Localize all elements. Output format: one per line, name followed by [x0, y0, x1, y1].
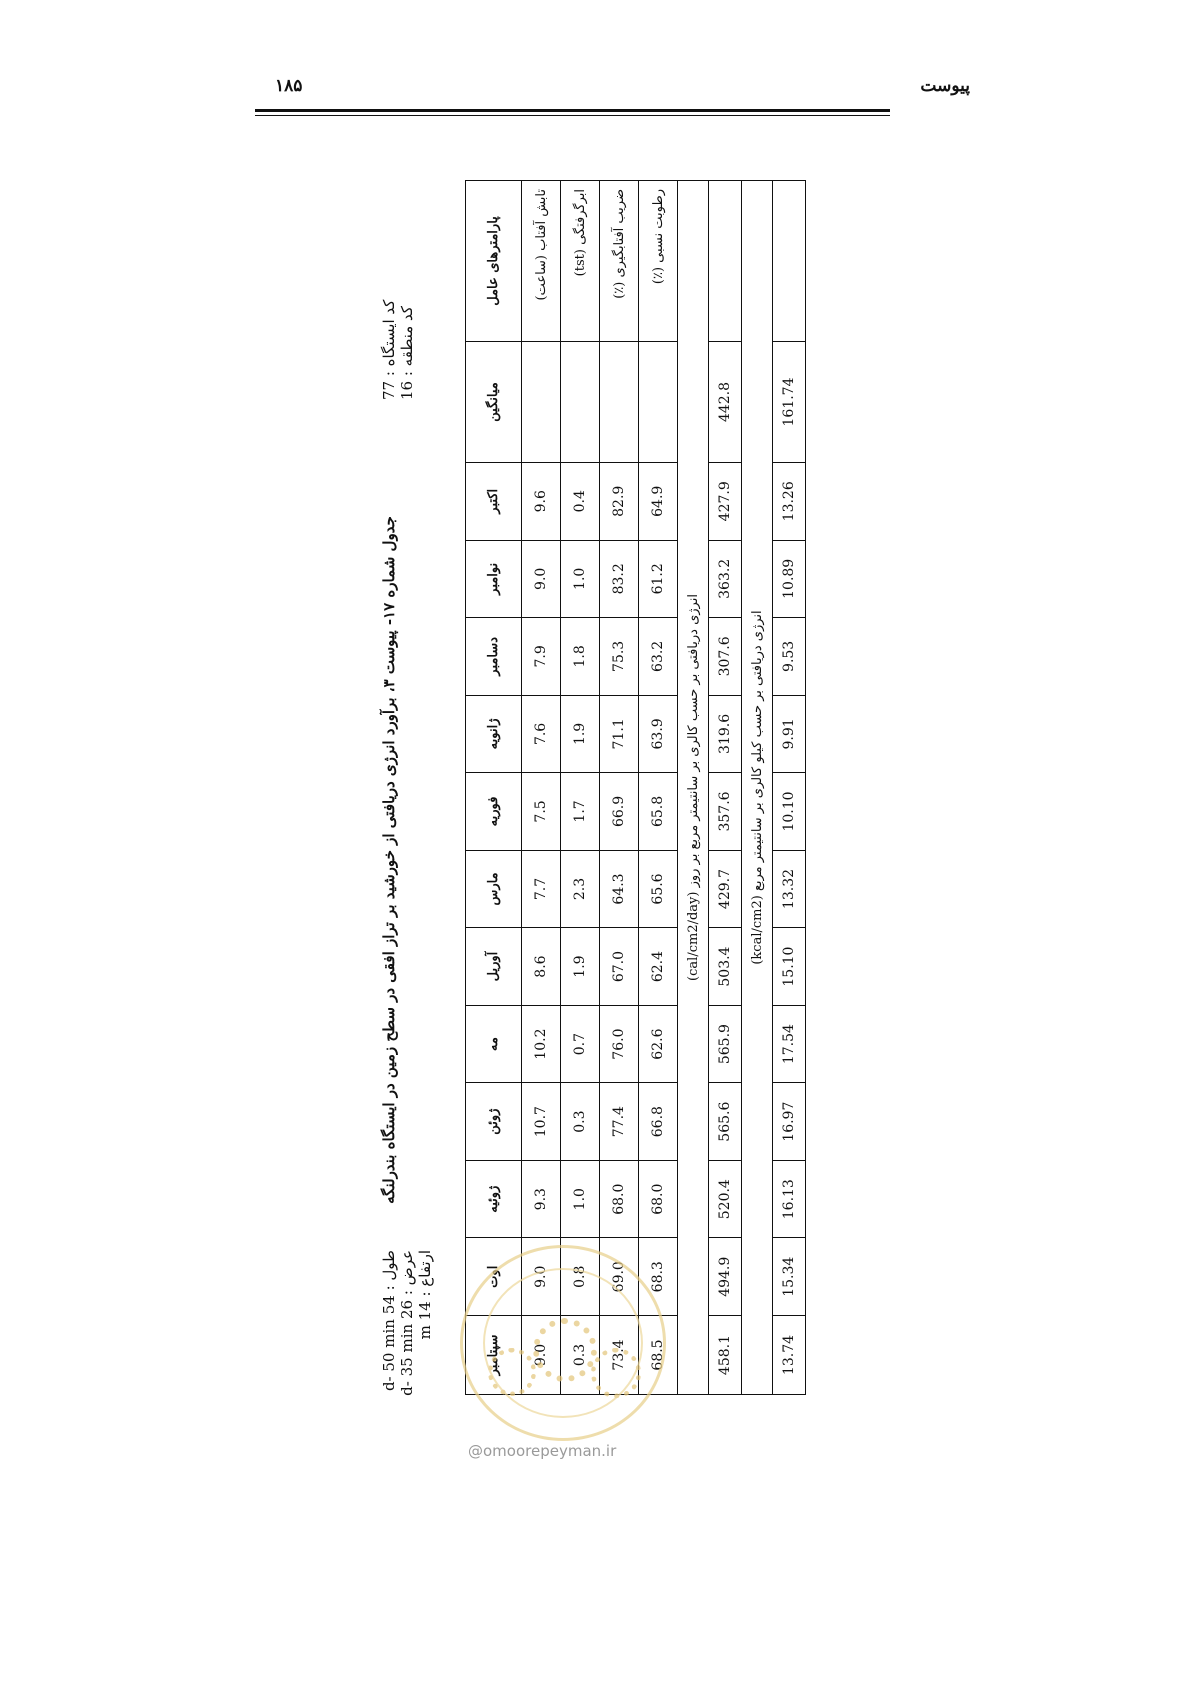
column-header: میانگین [466, 342, 522, 463]
value-cell: 77.4 [600, 1083, 639, 1161]
value-cell: 68.0 [639, 1160, 678, 1238]
value-cell: 7.6 [522, 695, 561, 773]
table-header-row [466, 181, 522, 1395]
station-coordinates [380, 1250, 434, 1550]
value-cell: 13.74 [773, 1316, 806, 1395]
value-cell: 13.32 [773, 850, 806, 928]
value-cell: 1.9 [561, 695, 600, 773]
value-cell: 83.2 [600, 540, 639, 618]
value-cell: 10.2 [522, 1005, 561, 1083]
column-header: پارامترهای عامل [466, 181, 522, 342]
value-cell: 9.3 [522, 1160, 561, 1238]
value-cell: 10.7 [522, 1083, 561, 1161]
value-cell: 66.8 [639, 1083, 678, 1161]
value-cell: 64.3 [600, 850, 639, 928]
value-cell: 1.0 [561, 540, 600, 618]
column-header: آوریل [466, 928, 522, 1006]
value-cell: 68.3 [639, 1238, 678, 1316]
mean-cell: 442.8 [709, 342, 742, 463]
value-cell: 15.10 [773, 928, 806, 1006]
scales-icon [488, 1348, 536, 1396]
header-rules [255, 109, 890, 118]
column-header: ژوئیه [466, 1160, 522, 1238]
value-cell: 15.34 [773, 1238, 806, 1316]
value-cell: 73.4 [600, 1316, 639, 1395]
mean-cell [522, 342, 561, 463]
unit-note-row [742, 181, 773, 1395]
station-codes [380, 150, 416, 400]
value-cell: 13.26 [773, 463, 806, 541]
value-cell: 9.6 [522, 463, 561, 541]
energy-row [773, 181, 806, 1395]
latitude: عرض : 26 d- 35 min [398, 1250, 416, 1396]
value-cell: 10.10 [773, 773, 806, 851]
value-cell: 71.1 [600, 695, 639, 773]
value-cell: 520.4 [709, 1160, 742, 1238]
column-header: اکتبر [466, 463, 522, 541]
value-cell: 0.3 [561, 1316, 600, 1395]
value-cell: 69.0 [600, 1238, 639, 1316]
value-cell: 0.7 [561, 1005, 600, 1083]
value-cell: 9.53 [773, 618, 806, 696]
column-header: ژوئن [466, 1083, 522, 1161]
value-cell: 7.9 [522, 618, 561, 696]
mean-cell [561, 342, 600, 463]
value-cell: 8.6 [522, 928, 561, 1006]
column-header: مه [466, 1005, 522, 1083]
value-cell: 65.6 [639, 850, 678, 928]
value-cell: 68.0 [600, 1160, 639, 1238]
running-title: پیوست [920, 76, 970, 96]
value-cell: 1.7 [561, 773, 600, 851]
empty-cell [773, 181, 806, 342]
elevation: ارتفاع : 14 m [416, 1250, 434, 1340]
value-cell: 503.4 [709, 928, 742, 1006]
station-code: کد ایستگاه : 77 [380, 299, 398, 400]
value-cell: 0.8 [561, 1238, 600, 1316]
gear-icon [591, 1348, 641, 1398]
value-cell: 319.6 [709, 695, 742, 773]
value-cell: 61.2 [639, 540, 678, 618]
value-cell: 62.4 [639, 928, 678, 1006]
page-number: ۱۸۵ [275, 76, 303, 96]
table-row [600, 181, 639, 1395]
watermark-seal [460, 1245, 666, 1441]
column-header: دسامبر [466, 618, 522, 696]
value-cell: 307.6 [709, 618, 742, 696]
column-header: مارس [466, 850, 522, 928]
value-cell: 1.0 [561, 1160, 600, 1238]
value-cell: 9.91 [773, 695, 806, 773]
mean-cell [639, 342, 678, 463]
region-code: کد منطقه : 16 [398, 306, 416, 400]
column-header: سپتامبر [466, 1316, 522, 1395]
mean-cell [600, 342, 639, 463]
value-cell: 75.3 [600, 618, 639, 696]
value-cell: 565.6 [709, 1083, 742, 1161]
value-cell: 9.0 [522, 540, 561, 618]
mean-cell: 161.74 [773, 342, 806, 463]
value-cell: 76.0 [600, 1005, 639, 1083]
value-cell: 7.7 [522, 850, 561, 928]
value-cell: 0.3 [561, 1083, 600, 1161]
value-cell: 1.9 [561, 928, 600, 1006]
unit-note-row [678, 181, 709, 1395]
value-cell: 9.0 [522, 1316, 561, 1395]
value-cell: 10.89 [773, 540, 806, 618]
value-cell: 63.2 [639, 618, 678, 696]
longitude: طول : 54 d- 50 min [380, 1250, 398, 1392]
value-cell: 65.8 [639, 773, 678, 851]
value-cell: 2.3 [561, 850, 600, 928]
gear-icon [533, 1318, 597, 1382]
column-header: اوت [466, 1238, 522, 1316]
value-cell: 16.97 [773, 1083, 806, 1161]
value-cell: 17.54 [773, 1005, 806, 1083]
value-cell: 458.1 [709, 1316, 742, 1395]
value-cell: 62.6 [639, 1005, 678, 1083]
watermark-url: @omoorepeyman.ir [468, 1442, 617, 1460]
value-cell: 16.13 [773, 1160, 806, 1238]
column-header: ژانویه [466, 695, 522, 773]
column-header: فوریه [466, 773, 522, 851]
value-cell: 494.9 [709, 1238, 742, 1316]
value-cell: 565.9 [709, 1005, 742, 1083]
value-cell: 63.9 [639, 695, 678, 773]
unit-note: انرژی دریافتی بر حسب کیلو کالری بر سانتیمتر مربع (kcal/cm2) [742, 181, 773, 1395]
value-cell: 82.9 [600, 463, 639, 541]
parameter-label: ضریب آفتابگیری (٪) [600, 181, 639, 342]
value-cell: 67.0 [600, 928, 639, 1006]
parameter-label: ابرگرفتگی (tst) [561, 181, 600, 342]
parameter-label: تابش آفتاب (ساعت) [522, 181, 561, 342]
table-row [639, 181, 678, 1395]
table-caption: جدول شماره ۱۷- پیوست ۳، برآورد انرژی دریافتی از خورشید بر تراز افقی در سطح زمین در ایستگاه بندرلنگه [380, 516, 398, 1204]
empty-cell [709, 181, 742, 342]
value-cell: 68.5 [639, 1316, 678, 1395]
value-cell: 64.9 [639, 463, 678, 541]
column-header: نوامبر [466, 540, 522, 618]
value-cell: 7.5 [522, 773, 561, 851]
parameter-label: رطوبت نسبی (٪) [639, 181, 678, 342]
value-cell: 429.7 [709, 850, 742, 928]
value-cell: 427.9 [709, 463, 742, 541]
value-cell: 1.8 [561, 618, 600, 696]
value-cell: 0.4 [561, 463, 600, 541]
solar-energy-table [465, 180, 806, 1395]
table-row [522, 181, 561, 1395]
value-cell: 363.2 [709, 540, 742, 618]
value-cell: 9.0 [522, 1238, 561, 1316]
unit-note: انرژی دریافتی بر حسب کالری بر سانتیمتر مربع بر روز (cal/cm2/day) [678, 181, 709, 1395]
energy-row [709, 181, 742, 1395]
table-row [561, 181, 600, 1395]
value-cell: 357.6 [709, 773, 742, 851]
value-cell: 66.9 [600, 773, 639, 851]
